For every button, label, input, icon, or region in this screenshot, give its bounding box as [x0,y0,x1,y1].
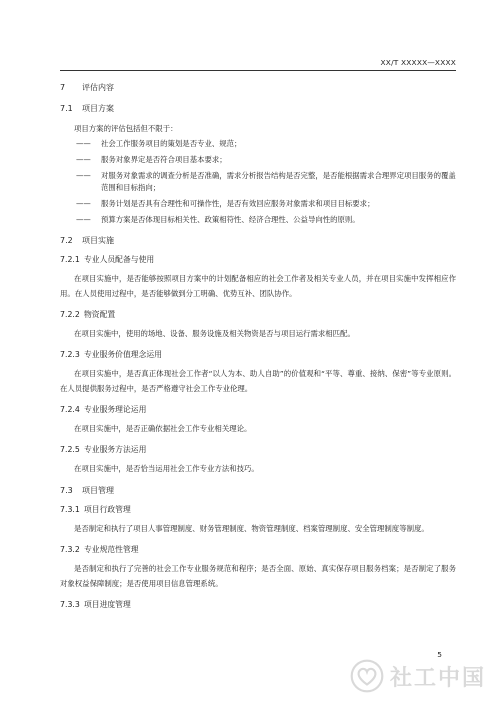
section-number: 7.2.1 [60,255,80,264]
section-heading-7-1 [60,103,456,114]
section-number: 7.2 [60,236,73,245]
section-title: 专业人员配备与使用 [84,255,155,264]
list-item: —— 预算方案是否体现目标相关性、政策相符性、经济合理性、公益导向性的原则。 [76,215,360,224]
watermark-text: 社工中国 [389,664,486,691]
section-heading-7-3-2 [60,544,456,555]
section-heading-7-3-3 [60,599,456,610]
dash-marker: —— [76,215,91,224]
section-number: 7 [60,83,66,92]
section-title: 专业规范性管理 [84,545,139,554]
section-title: 专业服务理论运用 [84,405,147,414]
section-heading-7-2 [60,235,456,246]
list-item: —— 对服务对象需求的调查分析是否准确，需求分析报告结构是否完整，是否能根据需求合理界定项目服务的覆盖范围和目标指向； [76,171,456,192]
section-number: 7.2.5 [60,445,80,454]
section-title: 物资配置 [84,310,116,319]
section-number: 7.1 [60,104,73,113]
section-paragraph: 在项目实施中，是否真正体现社会工作者“以人为本、助人自助”的价值观和“平等、尊重、接纳、保密”等专业原则。在人员提供服务过程中，是否严格遵守社会工作专业伦理。 [60,369,456,393]
section-title: 项目方案 [82,104,114,113]
watermark [350,659,486,693]
section-title: 项目实施 [82,236,114,245]
list-item: —— 服务对象界定是否符合项目基本要求； [76,155,227,164]
section-title: 项目管理 [82,486,114,495]
section-paragraph: 在项目实施中，使用的场地、设备、服务设施及相关物资是否与项目运行需求相匹配。 [74,329,355,338]
section-paragraph: 在项目实施中，是否能够按照项目方案中的计划配备相应的社会工作者及相关专业人员，并在项目实施中发挥相应作用。在人员使用过程中，是否能够做到分工明确、优势互补、团队协作。 [60,274,456,298]
section-paragraph: 是否制定和执行了项目人事管理制度、财务管理制度、物资管理制度、档案管理制度、安全管理制度等制度。 [74,524,429,533]
dash-marker: —— [76,199,91,208]
section-heading-7-3-1 [60,504,456,515]
list-item: —— 社会工作服务项目的策划是否专业、规范； [76,139,242,148]
section-title: 项目行政管理 [84,505,131,514]
section-paragraph: 在项目实施中，是否正确依据社会工作专业相关理论。 [74,424,252,433]
page-number: 5 [437,650,442,659]
section-heading-7-2-1 [60,254,456,265]
section-heading-7-2-3 [60,349,456,360]
header-rule [60,70,456,71]
section-paragraph: 在项目实施中，是否恰当运用社会工作专业方法和技巧。 [74,464,259,473]
section-heading-7-2-4 [60,404,456,415]
section-title: 评估内容 [82,83,114,92]
section-heading-7-3 [60,485,456,496]
dash-marker: —— [76,139,91,148]
document-code: XX/T XXXXX—XXXX [380,58,456,67]
section-number: 7.3 [60,486,73,495]
heart-hands-logo-icon [350,659,384,693]
section-number: 7.2.4 [60,405,80,414]
list-item: —— 服务计划是否具有合理性和可操作性，是否有效回应服务对象需求和项目目标要求； [76,199,375,208]
section-number: 7.3.2 [60,545,80,554]
dash-marker: —— [76,155,91,164]
section-heading-7-2-2 [60,309,456,320]
page-body [60,82,456,616]
section-heading-7-2-5 [60,444,456,455]
section-paragraph: 是否制定和执行了完善的社会工作专业服务规范和程序；是否全面、原始、真实保存项目服务档案；是否制定了服务对象权益保障制度；是否使用项目信息管理系统。 [60,564,456,588]
section-number: 7.3.1 [60,505,80,514]
section-title: 专业服务方法运用 [84,445,147,454]
dash-marker: —— [76,171,91,180]
section-title: 专业服务价值理念运用 [84,350,162,359]
section-number: 7.2.2 [60,310,80,319]
section-title: 项目进度管理 [84,600,131,609]
criteria-list [76,138,456,226]
section-number: 7.3.3 [60,600,80,609]
section-number: 7.2.3 [60,350,80,359]
section-heading-7 [60,82,456,93]
section-intro: 项目方案的评估包括但不限于： [74,124,178,133]
